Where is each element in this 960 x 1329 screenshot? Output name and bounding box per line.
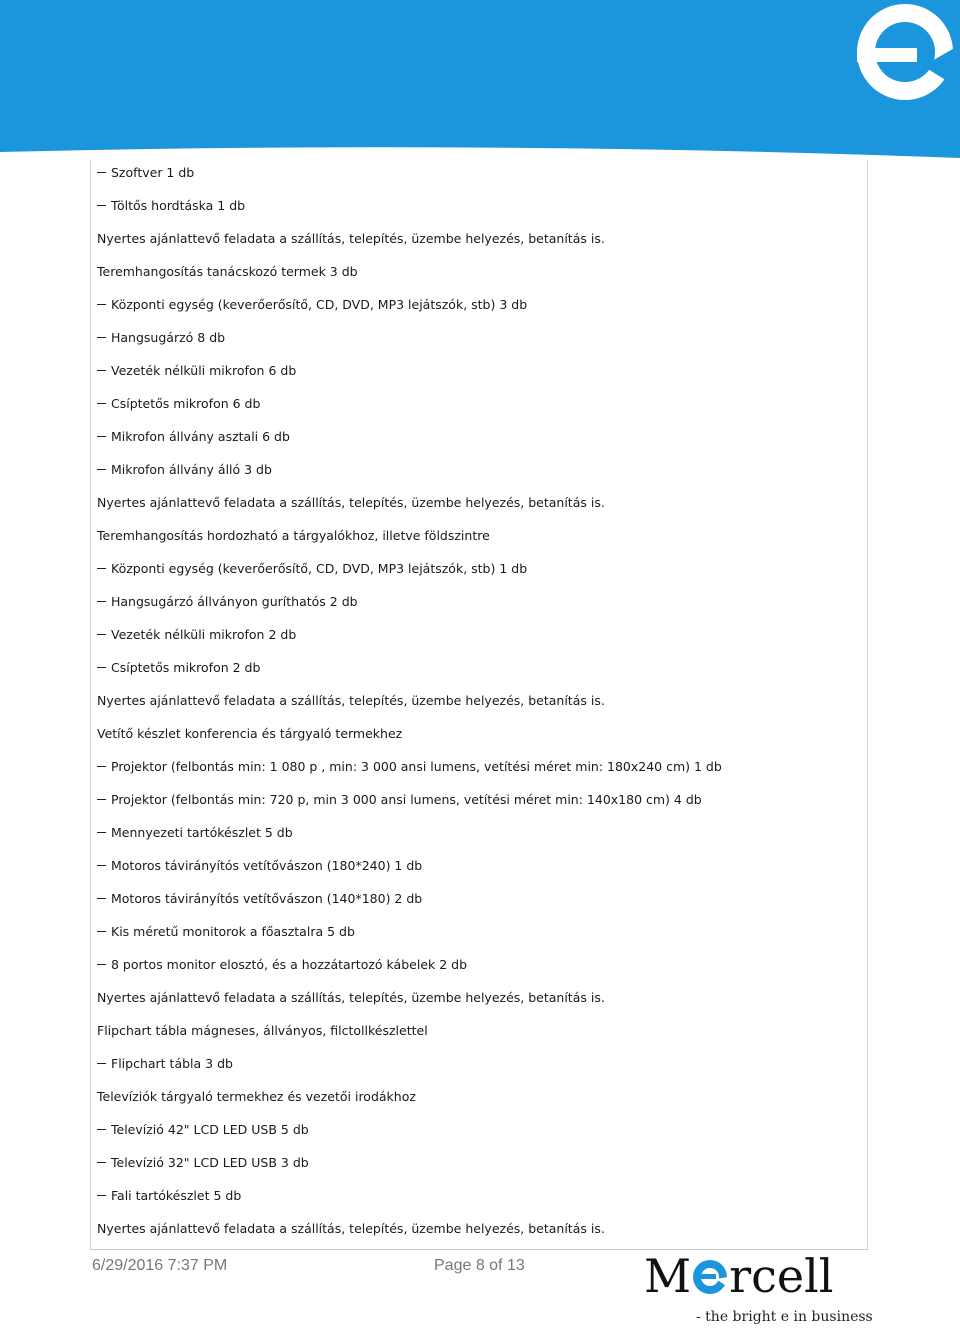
dash-bullet-icon: [97, 634, 106, 635]
list-item: [97, 427, 857, 460]
line-text: Motoros távirányítós vetítővászon (180*240) 1 db: [111, 858, 423, 873]
paragraph-line: [97, 262, 857, 295]
line-text: Televízió 42" LCD LED USB 5 db: [111, 1122, 309, 1137]
line-text: Hangsugárzó 8 db: [111, 330, 226, 345]
list-item: [97, 625, 857, 658]
line-text: Projektor (felbontás min: 1 080 p , min: 3 000 ansi lumens, vetítési méret min: 180x240 cm) 1 db: [111, 759, 722, 774]
line-text: Mikrofon állvány asztali 6 db: [111, 429, 290, 444]
list-item: [97, 460, 857, 493]
paragraph-line: [97, 988, 857, 1021]
dash-bullet-icon: [97, 205, 106, 206]
line-text: Vetítő készlet konferencia és tárgyaló termekhez: [97, 726, 403, 741]
line-text: Csíptetős mikrofon 6 db: [111, 396, 261, 411]
line-text: Flipchart tábla 3 db: [111, 1056, 233, 1071]
line-text: Kis méretű monitorok a főasztalra 5 db: [111, 924, 355, 939]
line-text: Televízió 32" LCD LED USB 3 db: [111, 1155, 309, 1170]
header-logo-e-icon: [0, 0, 960, 165]
list-item: [97, 889, 857, 922]
dash-bullet-icon: [97, 766, 106, 767]
line-text: Vezeték nélküli mikrofon 2 db: [111, 627, 297, 642]
dash-bullet-icon: [97, 964, 106, 965]
line-text: Nyertes ajánlattevő feladata a szállítás, telepítés, üzembe helyezés, betanítás is.: [97, 990, 605, 1005]
list-item: [97, 328, 857, 361]
line-text: Televíziók tárgyaló termekhez és vezetői irodákhoz: [97, 1089, 416, 1104]
line-text: Fali tartókészlet 5 db: [111, 1188, 242, 1203]
list-item: [97, 295, 857, 328]
list-item: [97, 1120, 857, 1153]
dash-bullet-icon: [97, 1195, 106, 1196]
dash-bullet-icon: [97, 1063, 106, 1064]
dash-bullet-icon: [97, 304, 106, 305]
list-item: [97, 559, 857, 592]
dash-bullet-icon: [97, 832, 106, 833]
paragraph-line: [97, 229, 857, 262]
dash-bullet-icon: [97, 799, 106, 800]
line-text: Projektor (felbontás min: 720 p, min 3 000 ansi lumens, vetítési méret min: 140x180 cm) 4 db: [111, 792, 702, 807]
list-item: [97, 1153, 857, 1186]
list-item: [97, 1186, 857, 1219]
list-item: [97, 163, 857, 196]
dash-bullet-icon: [97, 601, 106, 602]
line-text: Mikrofon állvány álló 3 db: [111, 462, 272, 477]
line-text: Központi egység (keverőerősítő, CD, DVD, MP3 lejátszók, stb) 1 db: [111, 561, 528, 576]
line-text: Töltős hordtáska 1 db: [111, 198, 246, 213]
list-item: [97, 922, 857, 955]
paragraph-line: [97, 493, 857, 526]
line-text: Teremhangosítás tanácskozó termek 3 db: [97, 264, 358, 279]
line-text: Központi egység (keverőerősítő, CD, DVD, MP3 lejátszók, stb) 3 db: [111, 297, 528, 312]
brand-wordmark: [644, 1249, 834, 1303]
line-text: Szoftver 1 db: [111, 165, 195, 180]
list-item: [97, 196, 857, 229]
document-lines: [97, 163, 857, 1252]
footer-date: 6/29/2016 7:37 PM: [92, 1257, 228, 1274]
line-text: Vezeték nélküli mikrofon 6 db: [111, 363, 297, 378]
paragraph-line: [97, 1021, 857, 1054]
dash-bullet-icon: [97, 469, 106, 470]
paragraph-line: [97, 1087, 857, 1120]
dash-bullet-icon: [97, 568, 106, 569]
line-text: Flipchart tábla mágneses, állványos, filctollkészlettel: [97, 1023, 428, 1038]
dash-bullet-icon: [97, 370, 106, 371]
brand-tagline: - the bright e in business: [696, 1309, 873, 1325]
list-item: [97, 757, 857, 790]
footer-page-number: Page 8 of 13: [434, 1257, 525, 1274]
line-text: Nyertes ajánlattevő feladata a szállítás, telepítés, üzembe helyezés, betanítás is.: [97, 1221, 605, 1236]
dash-bullet-icon: [97, 667, 106, 668]
list-item: [97, 361, 857, 394]
dash-bullet-icon: [97, 436, 106, 437]
dash-bullet-icon: [97, 865, 106, 866]
line-text: Motoros távirányítós vetítővászon (140*180) 2 db: [111, 891, 423, 906]
line-text: Nyertes ajánlattevő feladata a szállítás, telepítés, üzembe helyezés, betanítás is.: [97, 495, 605, 510]
line-text: Nyertes ajánlattevő feladata a szállítás, telepítés, üzembe helyezés, betanítás is.: [97, 693, 605, 708]
line-text: Hangsugárzó állványon guríthatós 2 db: [111, 594, 358, 609]
list-item: [97, 658, 857, 691]
list-item: [97, 592, 857, 625]
brand-name-start: M: [644, 1249, 692, 1303]
line-text: Csíptetős mikrofon 2 db: [111, 660, 261, 675]
paragraph-line: [97, 724, 857, 757]
paragraph-line: [97, 1219, 857, 1252]
list-item: [97, 823, 857, 856]
list-item: [97, 955, 857, 988]
list-item: [97, 394, 857, 427]
header-band: [0, 0, 960, 165]
list-item: [97, 856, 857, 889]
dash-bullet-icon: [97, 337, 106, 338]
line-text: Mennyezeti tartókészlet 5 db: [111, 825, 293, 840]
paragraph-line: [97, 526, 857, 559]
dash-bullet-icon: [97, 172, 106, 173]
dash-bullet-icon: [97, 1162, 106, 1163]
dash-bullet-icon: [97, 1129, 106, 1130]
dash-bullet-icon: [97, 898, 106, 899]
dash-bullet-icon: [97, 403, 106, 404]
dash-bullet-icon: [97, 931, 106, 932]
brand-e-icon: [692, 1259, 728, 1295]
paragraph-line: [97, 691, 857, 724]
line-text: Teremhangosítás hordozható a tárgyalókhoz, illetve földszintre: [97, 528, 490, 543]
line-text: 8 portos monitor elosztó, és a hozzátartozó kábelek 2 db: [111, 957, 468, 972]
brand-name-end: rcell: [729, 1249, 834, 1303]
list-item: [97, 1054, 857, 1087]
brand-logo: [644, 1249, 874, 1329]
list-item: [97, 790, 857, 823]
line-text: Nyertes ajánlattevő feladata a szállítás, telepítés, üzembe helyezés, betanítás is.: [97, 231, 605, 246]
